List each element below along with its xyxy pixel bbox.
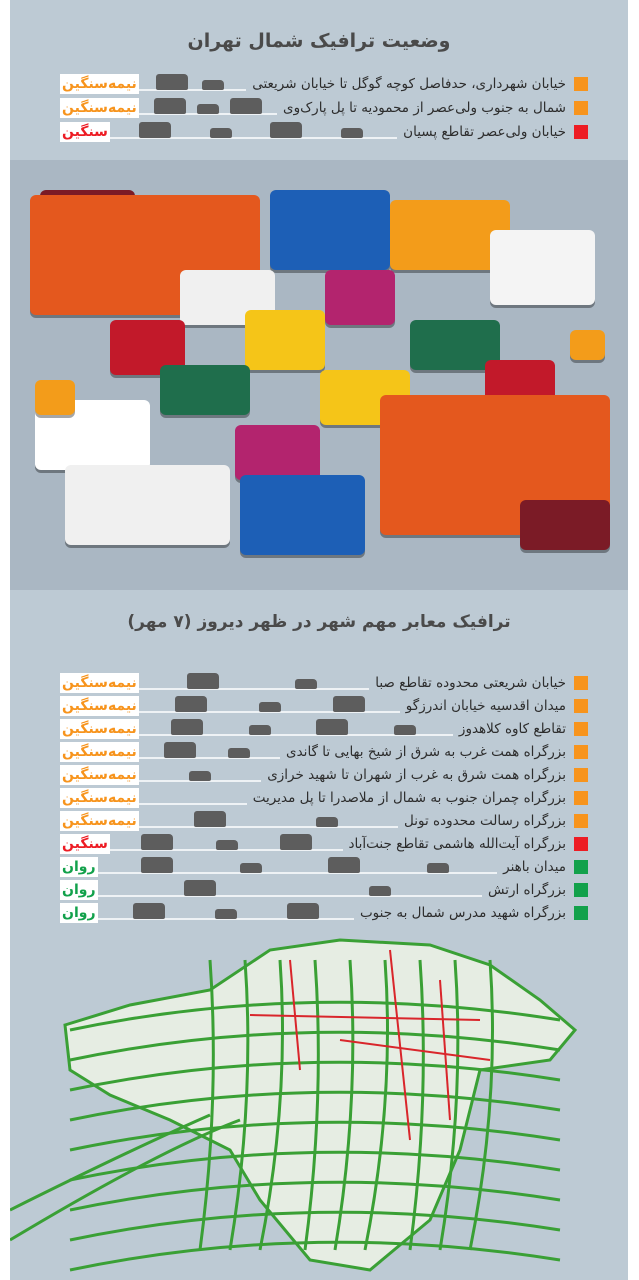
vehicle-icon [295,679,317,689]
road-label: بزرگراه ارتش [482,880,566,900]
vehicle-icon [133,903,165,919]
vehicle-icon [210,128,232,138]
status-square [574,676,588,690]
traffic-row [10,880,628,902]
road-label: میدان باهنر [497,857,566,877]
status-badge: روان [62,905,96,921]
road-label: خیابان شهرداری، حدفاصل کوچه گوگل تا خیابان شریعتی [246,74,566,94]
vehicle-icon [184,880,216,896]
road-label: خیابان ولی‌عصر تقاطع پسیان [397,122,566,142]
vehicle-icon [316,817,338,827]
vehicle-illustration [570,330,605,360]
vehicle-icon [427,863,449,873]
status-square [574,101,588,115]
status-square [574,860,588,874]
vehicle-illustration [325,270,395,325]
road-label: شمال به جنوب ولی‌عصر از محمودیه تا پل پارک‌وی [277,98,566,118]
vehicle-illustration [240,475,365,555]
vehicle-icon [328,857,360,873]
traffic-row [10,834,628,856]
status-badge: روان [62,882,96,898]
status-badge: روان [62,859,96,875]
traffic-row [10,673,628,695]
status-badge: نیمه‌سنگین [62,790,137,806]
status-square [574,814,588,828]
infographic [10,0,628,1280]
status-square [574,883,588,897]
vehicle-icon [139,122,171,138]
status-badge: نیمه‌سنگین [62,813,137,829]
vehicle-icon [175,696,207,712]
vehicle-illustration [235,425,320,480]
vehicle-illustration [160,365,250,415]
vehicle-icon [187,673,219,689]
traffic-row [10,788,628,810]
tehran-traffic-map [10,920,628,1280]
vehicle-icon [259,702,281,712]
road-label: تقاطع کاوه کلاهدوز [453,719,566,739]
status-badge: نیمه‌سنگین [62,698,137,714]
status-badge: نیمه‌سنگین [62,100,137,116]
vehicle-icon [270,122,302,138]
vehicle-icon [156,74,188,90]
vehicle-illustration [490,230,595,305]
status-badge: سنگین [62,124,108,140]
vehicle-icon [189,771,211,781]
vehicle-icon [171,719,203,735]
status-badge: نیمه‌سنگین [62,767,137,783]
vehicle-icon [333,696,365,712]
status-square [574,77,588,91]
traffic-row [10,719,628,741]
vehicle-icon [394,725,416,735]
vehicle-icon [228,748,250,758]
vehicle-icon [216,840,238,850]
traffic-row [10,765,628,787]
traffic-row [10,696,628,718]
traffic-illustration [10,160,628,590]
status-square [574,906,588,920]
status-square [574,768,588,782]
status-badge: سنگین [62,836,108,852]
traffic-row [10,98,628,120]
vehicle-illustration [520,500,610,550]
road-label: بزرگراه همت شرق به غرب از شهران تا شهید خرازی [261,765,566,785]
status-square [574,125,588,139]
traffic-row [10,742,628,764]
traffic-row [10,811,628,833]
vehicle-illustration [245,310,325,370]
vehicle-icon [341,128,363,138]
status-square [574,745,588,759]
traffic-row [10,122,628,144]
road-label: بزرگراه همت غرب به شرق از شیخ بهایی تا گاندی [280,742,566,762]
vehicle-icon [197,104,219,114]
vehicle-icon [141,834,173,850]
status-badge: نیمه‌سنگین [62,744,137,760]
status-badge: نیمه‌سنگین [62,675,137,691]
traffic-row [10,857,628,879]
vehicle-icon [202,80,224,90]
status-square [574,722,588,736]
road-label: بزرگراه رسالت محدوده تونل [398,811,566,831]
vehicle-icon [287,903,319,919]
vehicle-icon [215,909,237,919]
road-label: خیابان شریعتی محدوده تقاطع صبا [369,673,566,693]
road-label: میدان اقدسیه خیابان اندرزگو [400,696,566,716]
vehicle-icon [280,834,312,850]
vehicle-illustration [35,380,75,415]
vehicle-icon [316,719,348,735]
status-square [574,837,588,851]
vehicle-illustration [65,465,230,545]
vehicle-icon [141,857,173,873]
status-badge: نیمه‌سنگین [62,76,137,92]
road-label: بزرگراه شهید مدرس شمال به جنوب [354,903,566,923]
status-badge: نیمه‌سنگین [62,721,137,737]
vehicle-icon [240,863,262,873]
vehicle-icon [369,886,391,896]
section2-title: ترافیک معابر مهم شهر در ظهر دیروز (۷ مهر) [127,612,511,632]
traffic-row [10,74,628,96]
vehicle-icon [194,811,226,827]
vehicle-icon [230,98,262,114]
status-square [574,791,588,805]
vehicle-icon [154,98,186,114]
vehicle-icon [164,742,196,758]
section1-title: وضعیت ترافیک شمال تهران [187,30,451,52]
vehicle-icon [249,725,271,735]
road-label: بزرگراه آیت‌الله هاشمی تقاطع جنت‌آباد [343,834,566,854]
vehicle-illustration [270,190,390,270]
status-square [574,699,588,713]
road-label: بزرگراه چمران جنوب به شمال از ملاصدرا تا پل مدیریت [247,788,566,808]
